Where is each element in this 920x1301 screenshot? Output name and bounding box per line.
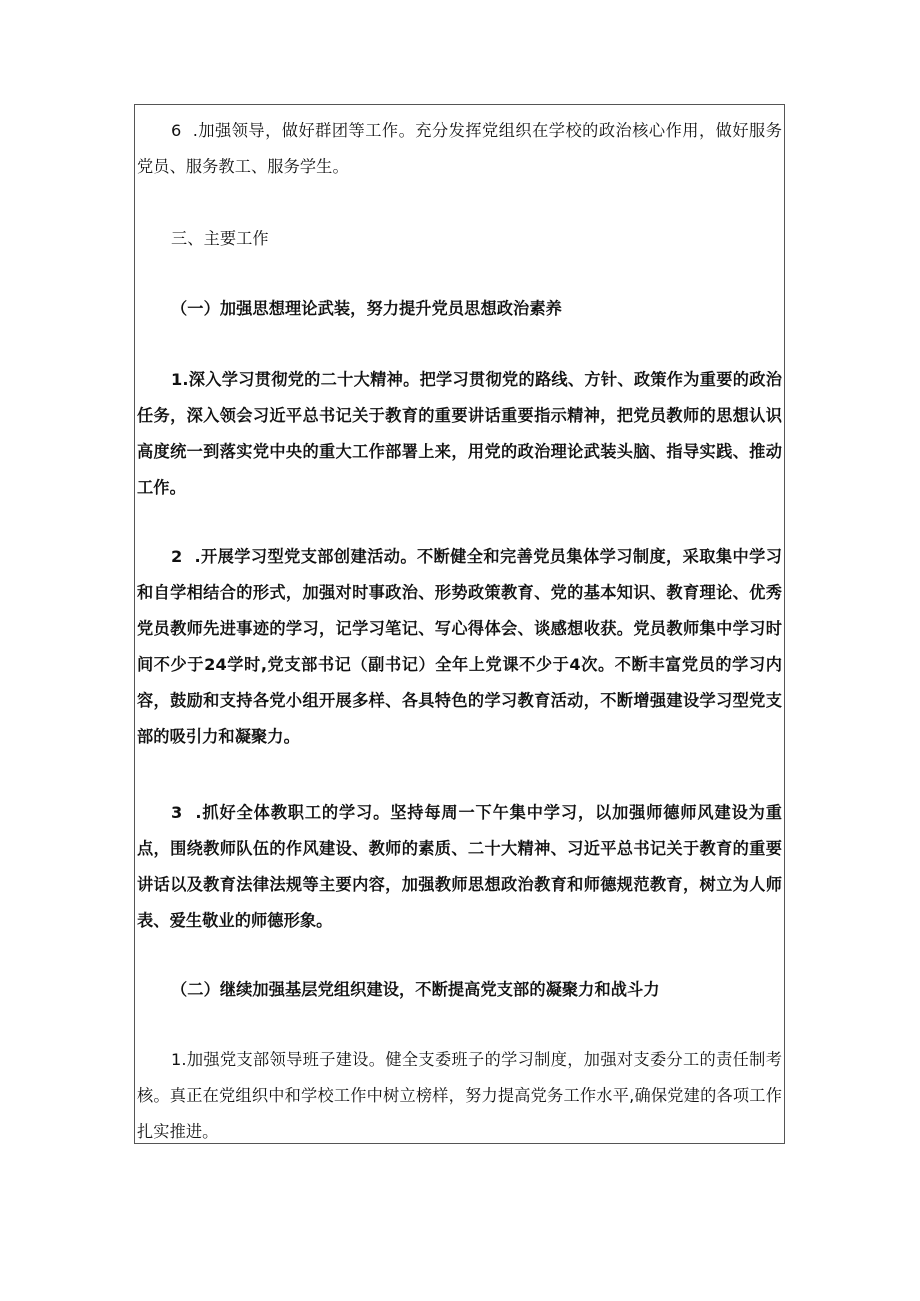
paragraph-item-6: 6 .加强领导，做好群团等工作。充分发挥党组织在学校的政治核心作用，做好服务党员、服务教工、服务学生。 (137, 121, 782, 176)
paragraph-point-3: 3 .抓好全体教职工的学习。坚持每周一下午集中学习，以加强师德师风建设为重点，围绕教师队伍的作风建设、教师的素质、二十大精神、习近平总书记关于教育的重要讲话以及教育法律法规等主要内容，加强教师思想政治教育和师德规范教育，树立为人师表、爱生敬业的师德形象。 (137, 803, 782, 930)
paragraph-point-4: 1.加强党支部领导班子建设。健全支委班子的学习制度，加强对支委分工的责任制考核。真正在党组织中和学校工作中树立榜样，努力提高党务工作水平,确保党建的各项工作扎实推进。 (137, 1050, 782, 1141)
paragraph-point-2: 2 .开展学习型党支部创建活动。不断健全和完善党员集体学习制度，采取集中学习和自学相结合的形式，加强对时事政治、形势政策教育、党的基本知识、教育理论、优秀党员教师先进事迹的学习，记学习笔记、写心得体会、谈感想收获。党员教师集中学习时间不少于24学时,党支部书记（副书记）全年上党课不少于4次。不断丰富党员的学习内容，鼓励和支持各党小组开展多样、各具特色的学习教育活动，不断增强建设学习型党支部的吸引力和凝聚力。 (137, 547, 782, 746)
subsection-heading-2: （二）继续加强基层党组织建设，不断提高党支部的凝聚力和战斗力 (171, 980, 660, 999)
paragraph-point-1: 1.深入学习贯彻党的二十大精神。把学习贯彻党的路线、方针、政策作为重要的政治任务，深入领会习近平总书记关于教育的重要讲话重要指示精神，把党员教师的思想认识高度统一到落实党中央的重大工作部署上来，用党的政治理论武装头脑、指导实践、推动工作。 (137, 370, 782, 497)
subsection-heading-1: （一）加强思想理论武装，努力提升党员思想政治素养 (171, 299, 562, 318)
section-heading-main-work: 三、主要工作 (171, 229, 269, 248)
